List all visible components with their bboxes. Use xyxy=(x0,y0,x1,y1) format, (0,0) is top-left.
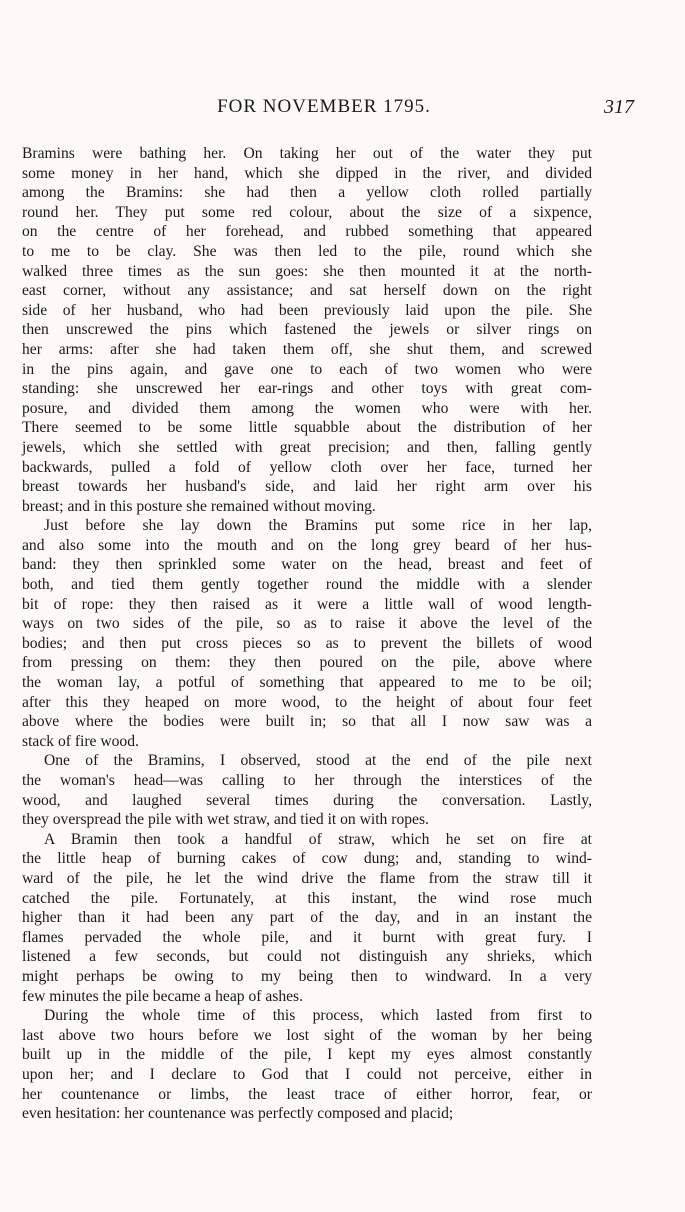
text-line: then unscrewed the pins which fastened the jewels or silver rings on xyxy=(22,321,592,339)
text-line: jewels, which she settled with great precision; and then, falling gently xyxy=(22,438,592,456)
text-line: posure, and divided them among the women who were with her. xyxy=(22,399,592,417)
text-line: after this they heaped on more wood, to the height of about four feet xyxy=(22,693,592,711)
text-line: they overspread the pile with wet straw, and tied it on with ropes. xyxy=(22,811,429,829)
text-line: even hesitation: her countenance was perfectly composed and placid; xyxy=(22,1105,454,1123)
text-line: east corner, without any assistance; and sat herself down on the right xyxy=(22,282,592,300)
running-head xyxy=(0,96,685,126)
text-line: her arms: after she had taken them off, she shut them, and screwed xyxy=(22,340,592,358)
text-line: upon her; and I declare to God that I could not perceive, either in xyxy=(22,1065,592,1083)
text-line: side of her husband, who had been previously laid upon the pile. She xyxy=(22,301,592,319)
text-line: walked three times as the sun goes: she then mounted it at the north- xyxy=(22,262,592,280)
running-title: FOR NOVEMBER 1795. xyxy=(217,96,431,117)
text-line: on the centre of her forehead, and rubbed something that appeared xyxy=(22,223,592,241)
text-line: among the Bramins: she had then a yellow cloth rolled partially xyxy=(22,184,592,202)
text-line: band: they then sprinkled some water on the head, breast and feet of xyxy=(22,556,592,574)
text-line: from pressing on them: they then poured on the pile, above where xyxy=(22,654,592,672)
text-line: built up in the middle of the pile, I kept my eyes almost constantly xyxy=(22,1046,592,1064)
text-line: There seemed to be some little squabble about the distribution of her xyxy=(22,419,592,437)
text-line: catched the pile. Fortunately, at this instant, the wind rose much xyxy=(22,889,592,907)
text-line: higher than it had been any part of the day, and in an instant the xyxy=(22,909,592,927)
text-line: above where the bodies were built in; so that all I now saw was a xyxy=(22,713,592,731)
text-line: the woman's head—was calling to her through the interstices of the xyxy=(22,772,592,789)
text-line: breast; and in this posture she remained without moving. xyxy=(22,497,376,515)
text-line: Just before she lay down the Bramins put some rice in her lap, xyxy=(44,517,592,535)
text-line: ways on two sides of the pile, so as to raise it above the level of the xyxy=(22,615,592,633)
text-line: A Bramin then took a handful of straw, which he set on fire at xyxy=(44,830,592,848)
text-line: bodies; and then put cross pieces so as to prevent the billets of wood xyxy=(22,634,592,652)
text-line: ward of the pile, he let the wind drive the flame from the straw till it xyxy=(22,869,592,887)
text-line: the woman lay, a potful of something that appeared to me to be oil; xyxy=(22,674,592,692)
text-line: in the pins again, and gave one to each of two women who were xyxy=(22,360,592,378)
text-line: and also some into the mouth and on the long grey beard of her hus- xyxy=(22,536,592,554)
text-line: might perhaps be owing to my being then to windward. In a very xyxy=(22,967,592,985)
text-line: few minutes the pile became a heap of ashes. xyxy=(22,987,304,1005)
text-line: wood, and laughed several times during the conversation. Lastly, xyxy=(22,791,592,809)
page-number: 317 xyxy=(604,96,634,118)
text-line: stack of fire wood. xyxy=(22,732,139,750)
body-text xyxy=(22,144,592,1124)
text-line: Bramins were bathing her. On taking her out of the water they put xyxy=(22,145,592,162)
text-line: bit of rope: they then raised as it were a little wall of wood length- xyxy=(22,595,592,613)
text-line: flames pervaded the whole pile, and it burnt with great fury. I xyxy=(22,928,592,946)
text-line: her countenance or limbs, the least trace of either horror, fear, or xyxy=(22,1085,592,1103)
text-line: One of the Bramins, I observed, stood at the end of the pile next xyxy=(44,752,592,770)
text-line: some money in her hand, which she dipped in the river, and divided xyxy=(22,164,592,182)
text-line: the little heap of burning cakes of cow dung; and, standing to wind- xyxy=(22,850,592,868)
text-line: standing: she unscrewed her ear-rings and other toys with great com- xyxy=(22,380,592,398)
text-line: listened a few seconds, but could not distinguish any shrieks, which xyxy=(22,948,592,966)
text-line: During the whole time of this process, which lasted from first to xyxy=(44,1007,592,1025)
text-line: backwards, pulled a fold of yellow cloth over her face, turned her xyxy=(22,458,592,476)
text-line: to me to be clay. She was then led to the pile, round which she xyxy=(22,242,592,260)
text-line: both, and tied them gently together round the middle with a slender xyxy=(22,576,592,594)
text-line: round her. They put some red colour, about the size of a sixpence, xyxy=(22,203,592,221)
text-line: breast towards her husband's side, and laid her right arm over his xyxy=(22,478,592,496)
text-line: last above two hours before we lost sight of the woman by her being xyxy=(22,1026,592,1044)
